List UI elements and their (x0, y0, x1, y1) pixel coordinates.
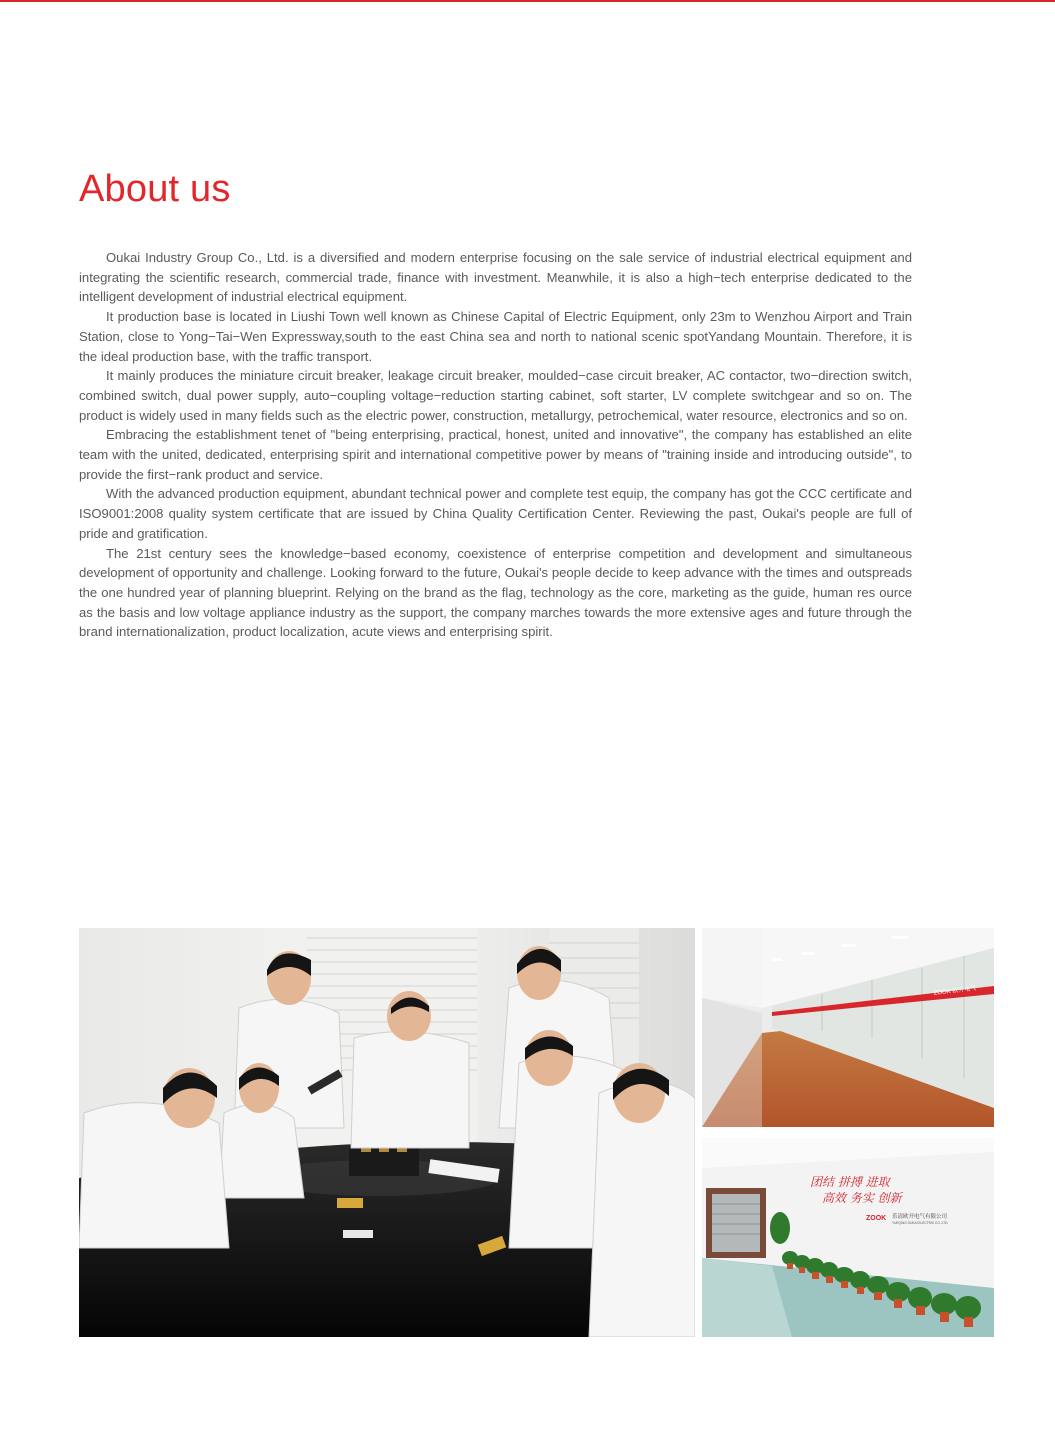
factory-lobby-illustration (702, 1138, 994, 1337)
lobby-company-cn: 乐清欧开电气有限公司 (892, 1214, 948, 1220)
paragraph-intro: Oukai Industry Group Co., Ltd. is a diversified and modern enterprise focusing on the sale service of industrial electrical equipment and integrating the scientific research, commercial trade, finance with investment. Meanwhile, it is also a high−tech enterprise dedicated to the intelligent development of industrial electrical equipment. (79, 250, 912, 305)
team-meeting-photo (79, 928, 695, 1337)
team-meeting-illustration (79, 928, 695, 1337)
lobby-slogan-line1: 团结 拼搏 进取 (810, 1175, 890, 1189)
about-body-text (79, 248, 912, 642)
office-corridor-photo (702, 928, 994, 1127)
top-accent-rule (0, 0, 1055, 2)
paragraph-tenet: Embracing the establishment tenet of "being enterprising, practical, honest, united and innovative", the company has established an elite team with the united, dedicated, enterprising spirit and international competitive power by means of "training inside and introducing outside", to provide the first−rank product and service. (79, 427, 912, 482)
factory-lobby-photo (702, 1138, 994, 1337)
paragraph-certification: With the advanced production equipment, abundant technical power and complete test equip, the company has got the CCC certificate and ISO9001:2008 quality system certificate that are issued by China Quality Certification Center. Reviewing the past, Oukai's people are full of pride and gratification. (79, 486, 912, 541)
lobby-brand: ZOOK (866, 1215, 887, 1222)
paragraph-future: The 21st century sees the knowledge−based economy, coexistence of enterprise competition and development and simultaneous development of opportunity and challenge. Looking forward to the future, Oukai's people decide to keep advance with the times and outspreads the one hundred year of planning blueprint. Relying on the brand as the flag, technology as the core, marketing as the guide, human res ource as the basis and low voltage appliance industry as the support, the company marches towards the more extensive ages and future through the brand internationalization, product localization, acute views and enterprising spirit. (79, 545, 912, 640)
corridor-wall-stripe-text: ZOOK 欧开电气 (933, 985, 977, 997)
lobby-slogan-line2: 高效 务实 创新 (822, 1191, 902, 1205)
paragraph-products: It mainly produces the miniature circuit breaker, leakage circuit breaker, moulded−case circuit breaker, AC contactor, two−direction switch, combined switch, dual power supply, auto−coupling voltage−reduction starting cabinet, soft starter, LV complete switchgear and so on. The product is widely used in many fields such as the electric power, construction, metallurgy, petrochemical, water resource, electronics and so on. (79, 368, 912, 423)
lobby-company-en: YUEQING OUKAI ELECTRIC CO.,LTD. (892, 1221, 949, 1225)
page-title: About us (79, 168, 231, 210)
paragraph-production-base: It production base is located in Liushi Town well known as Chinese Capital of Electric Equipment, only 23m to Wenzhou Airport and Train Station, close to Yong−Tai−Wen Expressway,south to the east China sea and north to national scenic spotYandang Mountain. Therefore, it is the ideal production base, with the traffic transport. (79, 309, 912, 364)
office-corridor-illustration (702, 928, 994, 1127)
